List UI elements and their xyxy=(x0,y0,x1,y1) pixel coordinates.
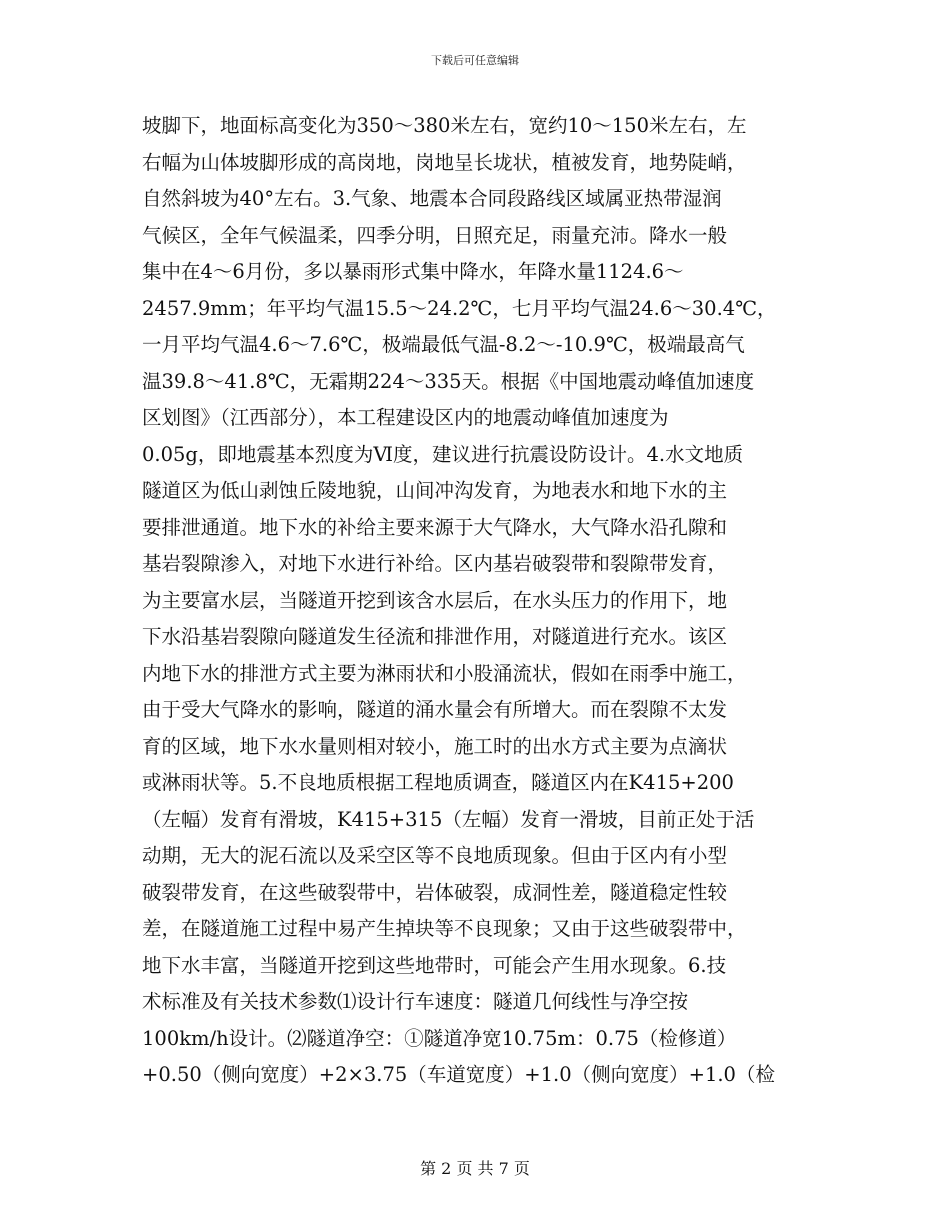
text-line: 要排泄通道。地下水的补给主要来源于大气降水，大气降水沿孔隙和 xyxy=(142,515,728,539)
text-line: 2457.9mm；年平均气温15.5～24.2℃，七月平均气温24.6～30.4℃， xyxy=(142,296,777,320)
text-line: 气候区，全年气候温柔，四季分明，日照充足，雨量充沛。降水一般 xyxy=(142,223,728,247)
text-line: 术标准及有关技术参数⑴设计行车速度：隧道几何线性与净空按 xyxy=(142,990,689,1013)
text-line: 温39.8～41.8℃，无霜期224～335天。根据《中国地震动峰值加速度 xyxy=(142,369,755,393)
text-line: 右幅为山体坡脚形成的高岗地，岗地呈长垅状，植被发育，地势陡峭， xyxy=(142,150,747,174)
text-line: 0.05g，即地震基本烈度为Ⅵ度，建议进行抗震设防设计。4.水文地质 xyxy=(142,442,744,466)
text-line: +0.50（侧向宽度）+2×3.75（车道宽度）+1.0（侧向宽度）+1.0（检 xyxy=(142,1063,775,1086)
text-line: 区划图》（江西部分），本工程建设区内的地震动峰值加速度为 xyxy=(142,406,669,429)
text-line: 育的区域，地下水水量则相对较小，施工时的出水方式主要为点滴状 xyxy=(142,734,728,758)
text-line: 地下水丰富，当隧道开挖到这些地带时，可能会产生用水现象。6.技 xyxy=(142,953,727,977)
text-line: 由于受大气降水的影响，隧道的涌水量会有所增大。而在裂隙不太发 xyxy=(142,698,728,721)
text-line: 自然斜坡为40°左右。3.气象、地震本合同段路线区域属亚热带湿润 xyxy=(142,187,722,210)
text-line: 差，在隧道施工过程中易产生掉块等不良现象；又由于这些破裂带中， xyxy=(142,917,747,940)
text-line: 下水沿基岩裂隙向隧道发生径流和排泄作用，对隧道进行充水。该区 xyxy=(142,625,728,648)
page-header: 下载后可任意编辑 xyxy=(431,54,519,67)
text-line: 或淋雨状等。5.不良地质根据工程地质调查，隧道区内在K415+200 xyxy=(142,771,734,794)
text-line: 动期，无大的泥石流以及采空区等不良地质现象。但由于区内有小型 xyxy=(142,844,728,867)
text-line: 为主要富水层，当隧道开挖到该含水层后，在水头压力的作用下，地 xyxy=(142,588,728,612)
text-line: 集中在4～6月份，多以暴雨形式集中降水，年降水量1124.6～ xyxy=(142,260,684,283)
text-line: （左幅）发育有滑坡，K415+315（左幅）发育一滑坡，目前正处于活 xyxy=(142,807,755,831)
page-footer: 第 2 页 共 7 页 xyxy=(420,1159,530,1178)
text-line: 一月平均气温4.6～7.6℃，极端最低气温-8.2～-10.9℃，极端最高气 xyxy=(142,333,745,356)
text-line: 破裂带发育，在这些破裂带中，岩体破裂，成洞性差，隧道稳定性较 xyxy=(142,880,728,904)
text-line: 基岩裂隙渗入，对地下水进行补给。区内基岩破裂带和裂隙带发育， xyxy=(142,552,728,575)
text-line: 内地下水的排泄方式主要为淋雨状和小股涌流状，假如在雨季中施工， xyxy=(142,661,747,685)
text-line: 坡脚下，地面标高变化为350～380米左右，宽约10～150米左右，左 xyxy=(142,114,747,137)
body-text xyxy=(142,108,817,1094)
text-line: 隧道区为低山剥蚀丘陵地貌，山间冲沟发育，为地表水和地下水的主 xyxy=(142,479,728,502)
text-line: 100km/h设计。⑵隧道净空：①隧道净宽10.75m：0.75（检修道） xyxy=(142,1026,737,1050)
